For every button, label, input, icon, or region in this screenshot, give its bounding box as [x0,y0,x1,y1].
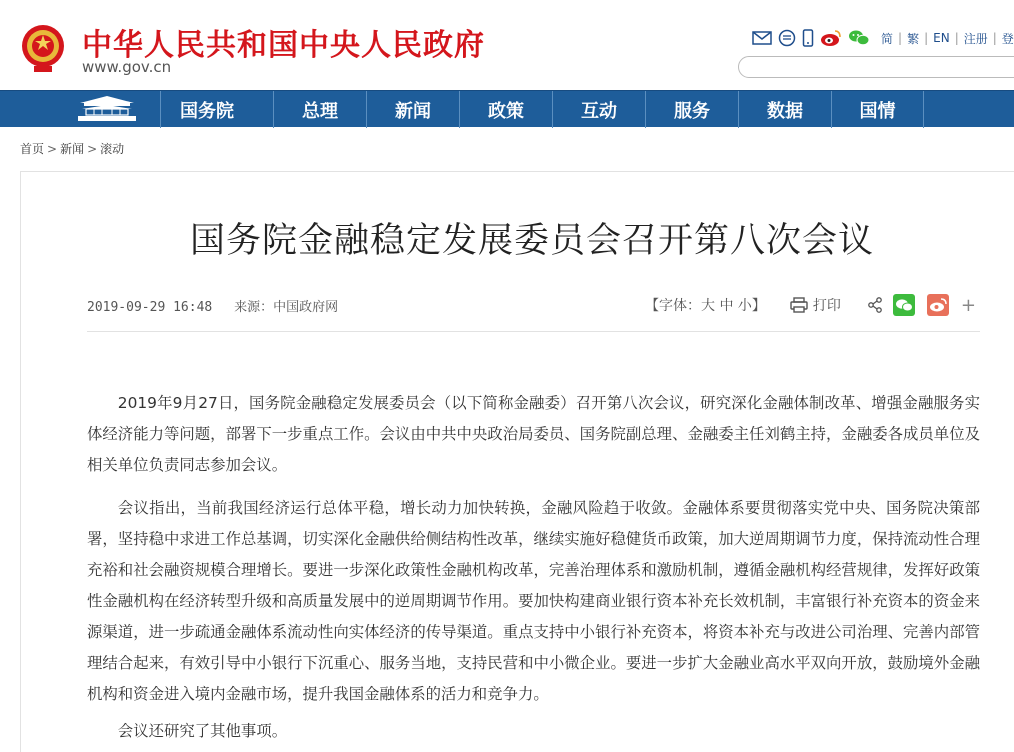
site-url[interactable]: www.gov.cn [82,58,172,76]
nav-item-data[interactable]: 数据 [738,91,831,128]
article-paragraph: 会议指出，当前我国经济运行总体平稳，增长动力加快转换，金融风险趋于收敛。金融体系要贯彻落实党中央、国务院决策部署，坚持稳中求进工作总基调，切实深化金融供给侧结构性改革，继续实施好稳健货币政策，加大逆周期调节力度，保持流动性合理充裕和社会融资规模合理增长。要进一步深化政策性金融机构改革，完善治理体系和激励机制，遵循金融机构经营规律，发挥好政策性金融机构在经济转型升级和高质量发展中的逆周期调节作用。要加快构建商业银行资本补充长效机制，丰富银行补充资本的资金来源渠道，进一步疏通金融体系流动性向实体经济的传导渠道。重点支持中小银行补充资本，将资本补充与改进公司治理、完善内部管理结合起来，有效引导中小银行下沉重心、服务当地，支持民营和中小微企业。要进一步扩大金融业高水平双向开放，鼓励境外金融机构和资金进入境内金融市场，提升我国金融体系的活力和竞争力。 [87,499,980,703]
share-icon[interactable] [867,297,883,313]
login-link[interactable]: 登 [1001,31,1014,46]
chevron-right-icon: > [47,142,58,156]
lang-traditional-link[interactable]: 繁 [907,31,920,46]
lang-english-link[interactable]: EN [933,31,950,45]
nav-item-premier[interactable]: 总理 [273,91,366,128]
article-datetime: 2019-09-29 16:48 [87,300,213,315]
nav-item-state-council[interactable]: 国务院 [160,91,253,128]
message-icon[interactable] [778,29,796,47]
mail-icon[interactable] [752,30,772,46]
article-title: 国务院金融稳定发展委员会召开第八次会议 [189,221,874,261]
tiananmen-home-icon[interactable] [74,94,140,124]
lang-simplified-link[interactable]: 简 [881,31,894,46]
chevron-right-icon: > [87,142,98,156]
article-meta [87,296,338,315]
site-title[interactable]: 中华人民共和国中央人民政府 [82,28,485,63]
nav-item-services[interactable]: 服务 [645,91,738,128]
top-toolbar [752,27,1014,49]
wechat-icon[interactable] [848,29,870,47]
separator: | [992,31,997,45]
breadcrumb-scroll[interactable]: 滚动 [100,142,125,156]
source-label: 来源： [234,300,274,315]
nav-item-national-conditions[interactable]: 国情 [831,91,924,128]
article-paragraph: 会议还研究了其他事项。 [117,722,288,740]
national-emblem-icon[interactable] [20,22,66,74]
breadcrumb-home[interactable]: 首页 [20,142,45,156]
wechat-share-icon[interactable] [893,294,915,316]
font-size-control[interactable]: 【字体：大 中 小】 [645,298,766,314]
print-icon [790,297,808,313]
search-input[interactable] [738,56,1014,78]
nav-item-policy[interactable]: 政策 [459,91,552,128]
breadcrumb-news[interactable]: 新闻 [60,142,85,156]
weibo-icon[interactable] [820,29,842,47]
divider [87,331,980,332]
site-header [0,0,1014,90]
print-label: 打印 [812,298,841,314]
nav-item-interaction[interactable]: 互动 [552,91,645,128]
mobile-icon[interactable] [802,29,814,47]
nav-item-news[interactable]: 新闻 [366,91,459,128]
print-button[interactable] [790,295,841,315]
main-nav [0,90,1014,127]
article-tools [645,293,976,317]
separator: | [898,31,903,45]
article-paragraph: 2019年9月27日，国务院金融稳定发展委员会（以下简称金融委）召开第八次会议，研究深化金融体制改革、增强金融服务实体经济能力等问题，部署下一步重点工作。会议由中共中央政治局委员、国务院副总理、金融委主任刘鹤主持，金融委各成员单位及相关单位负责同志参加会议。 [87,394,980,474]
separator: | [954,31,959,45]
separator: | [924,31,929,45]
weibo-share-icon[interactable] [927,294,949,316]
breadcrumb [20,140,124,157]
plus-icon[interactable]: + [960,294,976,316]
article-source: 中国政府网 [273,300,339,315]
register-link[interactable]: 注册 [963,31,988,46]
